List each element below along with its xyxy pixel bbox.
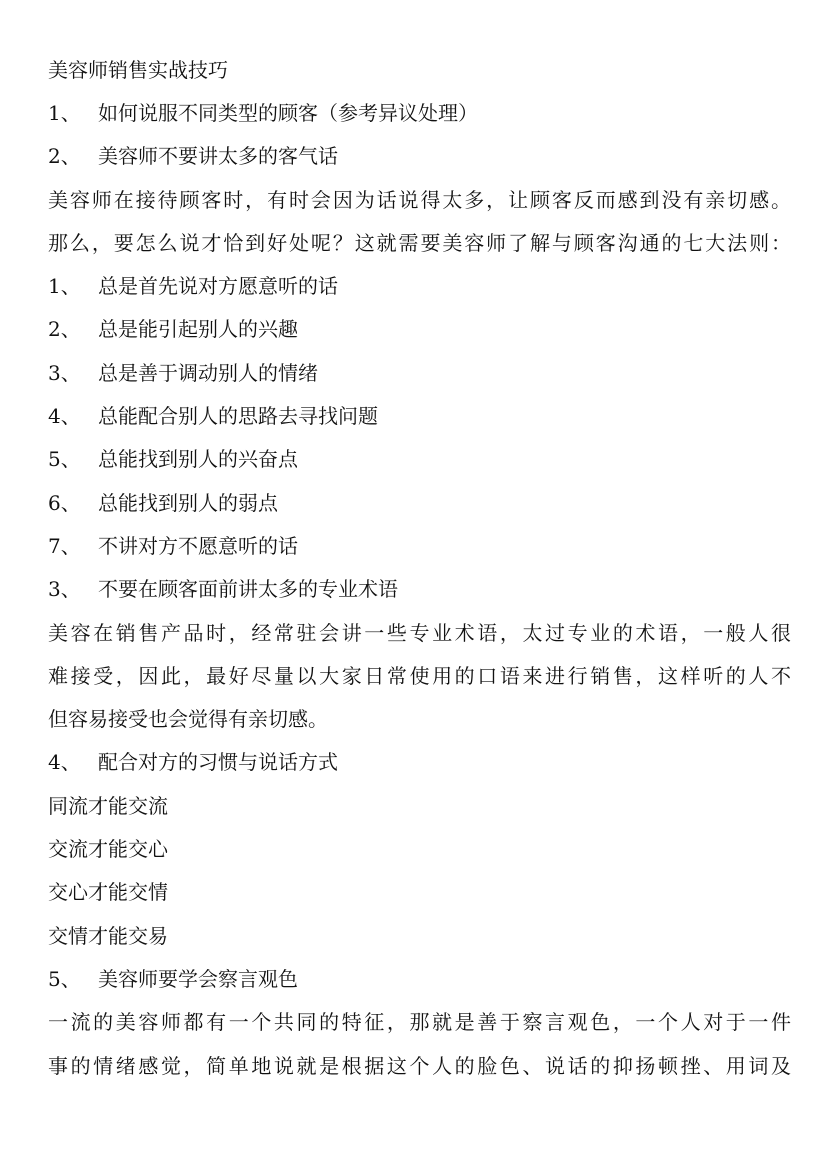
list-number: 7、 <box>48 534 81 558</box>
list-number: 6、 <box>48 491 81 515</box>
list-text: 总能配合别人的思路去寻找问题 <box>98 404 378 428</box>
paragraph-line: 难接受，因此，最好尽量以大家日常使用的口语来进行销售，这样听的人不 <box>48 664 791 688</box>
section-heading-4 <box>48 748 791 776</box>
paragraph-line: 事的情绪感觉，简单地说就是根据这个人的脸色、说话的抑扬顿挫、用词及 <box>48 1054 791 1078</box>
list-number: 5、 <box>48 447 81 471</box>
slogan-line: 同流才能交流 <box>48 794 168 818</box>
section-heading-2 <box>48 142 791 170</box>
section-text: 不要在顾客面前讲太多的专业术语 <box>98 577 398 601</box>
list-item <box>48 489 791 517</box>
slogan-line: 交流才能交心 <box>48 837 168 861</box>
list-item <box>48 402 791 430</box>
list-number: 1、 <box>48 274 81 298</box>
slogan-line: 交心才能交情 <box>48 880 168 904</box>
slogan-line: 交情才能交易 <box>48 924 168 948</box>
list-text: 总能找到别人的弱点 <box>98 491 278 515</box>
section-text: 配合对方的习惯与说话方式 <box>98 750 338 774</box>
list-text: 总是能引起别人的兴趣 <box>98 317 298 341</box>
list-item <box>48 272 791 300</box>
paragraph-line: 那么，要怎么说才恰到好处呢？这就需要美容师了解与顾客沟通的七大法则： <box>48 231 791 255</box>
section-number: 5、 <box>48 967 81 991</box>
list-number: 3、 <box>48 361 81 385</box>
paragraph-line: 一流的美容师都有一个共同的特征，那就是善于察言观色，一个人对于一件 <box>48 1010 791 1034</box>
paragraph-line: 但容易接受也会觉得有亲切感。 <box>48 707 328 731</box>
section-heading-3 <box>48 575 791 603</box>
section-text: 美容师不要讲太多的客气话 <box>98 144 338 168</box>
list-item <box>48 445 791 473</box>
section-number: 4、 <box>48 750 81 774</box>
list-number: 4、 <box>48 404 81 428</box>
section-number: 1、 <box>48 101 81 125</box>
section-number: 2、 <box>48 144 81 168</box>
list-number: 2、 <box>48 317 81 341</box>
paragraph-line: 美容在销售产品时，经常驻会讲一些专业术语，太过专业的术语，一般人很 <box>48 621 791 645</box>
section-heading-5 <box>48 965 791 993</box>
section-heading-1 <box>48 99 791 127</box>
list-item <box>48 315 791 343</box>
list-item <box>48 359 791 387</box>
list-text: 总能找到别人的兴奋点 <box>98 447 298 471</box>
list-text: 总是首先说对方愿意听的话 <box>98 274 338 298</box>
section-number: 3、 <box>48 577 81 601</box>
doc-title: 美容师销售实战技巧 <box>48 58 228 82</box>
section-text: 如何说服不同类型的顾客（参考异议处理） <box>98 101 478 125</box>
list-text: 总是善于调动别人的情绪 <box>98 361 318 385</box>
section-text: 美容师要学会察言观色 <box>98 967 298 991</box>
list-text: 不讲对方不愿意听的话 <box>98 534 298 558</box>
list-item <box>48 532 791 560</box>
paragraph-line: 美容师在接待顾客时，有时会因为话说得太多，让顾客反而感到没有亲切感。 <box>48 188 791 212</box>
